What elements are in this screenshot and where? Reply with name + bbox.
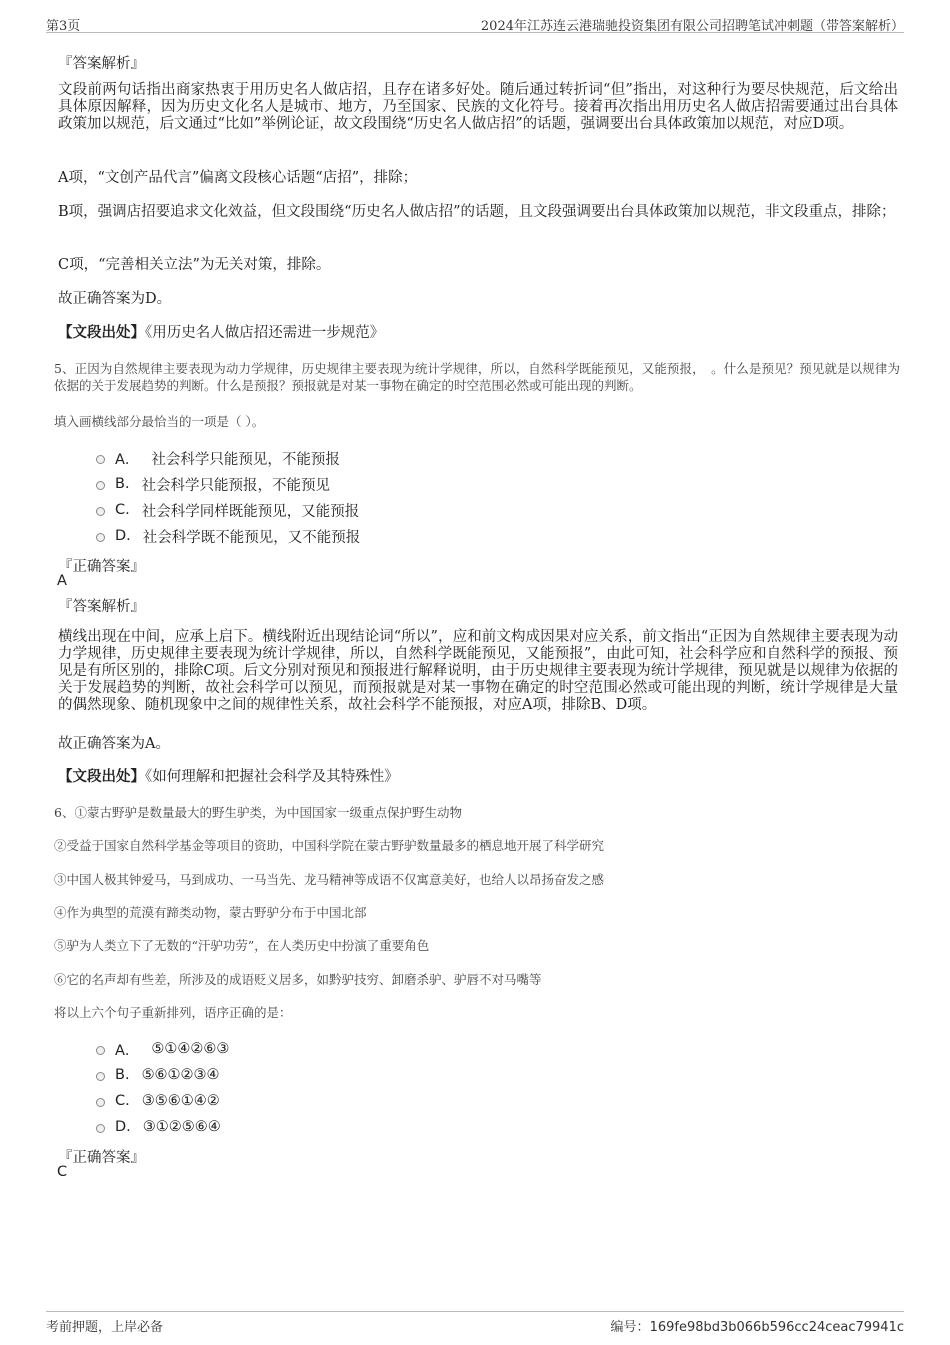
q5-option-d[interactable] <box>96 526 360 546</box>
q4-source <box>58 324 898 342</box>
q6-option-a[interactable] <box>96 1039 229 1059</box>
option-letter: B. <box>115 1067 130 1083</box>
q5-conclusion: 故正确答案为A。 <box>58 736 170 752</box>
q5-answer-label: 『正确答案』 <box>58 559 145 575</box>
document-title: 2024年江苏连云港瑞驰投资集团有限公司招聘笔试冲刺题（带答案解析） <box>480 19 904 34</box>
radio-button-icon[interactable] <box>96 455 105 464</box>
footer-slogan: 考前押题，上岸必备 <box>46 1320 164 1335</box>
option-text: 社会科学既不能预见，又不能预报 <box>142 529 361 546</box>
radio-button-icon[interactable] <box>96 1098 105 1107</box>
q6-sentence-5: ⑤驴为人类立下了无数的“汗驴功劳”，在人类历史中扮演了重要角色 <box>54 938 430 953</box>
page-header <box>46 12 904 33</box>
q4-source-title: 《用历史名人做店招还需进一步规范》 <box>145 325 385 341</box>
q4-analysis-text: 文段前两句话指出商家热衷于用历史名人做店招，且存在诸多好处。随后通过转折词“但”指出，对这种行为要尽快规范，后文给出具体原因解释，因为历史文化名人是城市、地方，乃至国家、民族的文化符号。接着再次指出用历史名人做店招需要通过出台具体政策加以规范，后文通过“比如”举例论证，故文段围绕“历史名人做店招”的话题，强调要出台具体政策加以规范，对应D项。 <box>58 82 898 132</box>
q6-answer: C <box>57 1164 68 1180</box>
q4-conclusion: 故正确答案为D。 <box>58 291 172 307</box>
option-letter: B. <box>115 476 130 492</box>
q5-source <box>58 768 898 786</box>
option-letter: D. <box>115 528 131 544</box>
q5-option-c[interactable] <box>96 500 359 520</box>
option-letter: D. <box>115 1119 131 1135</box>
option-text: ③⑤⑥①④② <box>141 1093 220 1109</box>
q6-sentence-1: 6、①蒙古野驴是数量最大的野生驴类，为中国国家一级重点保护野生动物 <box>54 805 462 820</box>
q6-sentence-6: ⑥它的名声却有些差，所涉及的成语贬义居多，如黔驴技穷、卸磨杀驴、驴唇不对马嘴等 <box>54 972 542 987</box>
option-letter: C. <box>115 502 130 518</box>
radio-button-icon[interactable] <box>96 533 105 542</box>
q5-option-b[interactable] <box>96 474 330 494</box>
q4-option-b-note: B项，强调店招要追求文化效益，但文段围绕“历史名人做店招”的话题，且文段强调要出台具体政策加以规范，非文段重点，排除； <box>58 204 896 220</box>
q5-analysis-label: 『答案解析』 <box>58 599 145 615</box>
option-text: 社会科学只能预见，不能预报 <box>151 451 340 468</box>
q4-analysis-label: 『答案解析』 <box>58 56 145 72</box>
q6-answer-label: 『正确答案』 <box>58 1150 145 1166</box>
radio-button-icon[interactable] <box>96 1072 105 1081</box>
option-letter: A． <box>115 451 140 468</box>
option-letter: A． <box>115 1042 140 1059</box>
q4-source-label: 【文段出处】 <box>58 324 145 341</box>
radio-button-icon[interactable] <box>96 507 105 516</box>
q6-sentence-3: ③中国人极其钟爱马，马到成功、一马当先、龙马精神等成语不仅寓意美好，也给人以昂扬奋发之感 <box>54 872 605 887</box>
q4-option-a-note: A项，“文创产品代言”偏离文段核心话题“店招”，排除； <box>58 170 418 186</box>
code-value: 169fe98bd3b066b596cc24ceac79941c <box>649 1320 904 1335</box>
q6-prompt: 将以上六个句子重新排列，语序正确的是： <box>54 1005 292 1020</box>
option-letter: C. <box>115 1093 130 1109</box>
radio-button-icon[interactable] <box>96 1046 105 1055</box>
page-footer <box>46 1311 904 1335</box>
option-text: 社会科学只能预报，不能预见 <box>141 477 331 494</box>
option-text: ⑤⑥①②③④ <box>141 1067 220 1083</box>
q5-stem: 5、正因为自然规律主要表现为动力学规律，历史规律主要表现为统计学规律，所以，自然科学既能预见，又能预报， 。什么是预见？预见就是以规律为依据的关于发展趋势的判断。什么是预报？预报就是对某一事物在确定的时空范围必然或可能出现的判断。 <box>54 361 900 393</box>
page-number: 第3页 <box>46 19 81 34</box>
q5-source-label: 【文段出处】 <box>58 768 145 785</box>
q5-analysis-text: 横线出现在中间，应承上启下。横线附近出现结论词“所以”，应和前文构成因果对应关系，前文指出“正因为自然规律主要表现为动力学规律，历史规律主要表现为统计学规律，所以，自然科学既能预见，又能预报”，由此可知，社会科学应和自然科学的预报、预见是有所区别的，排除C项。后文分别对预见和预报进行解释说明，由于历史规律主要表现为统计学规律，预见就是以规律为依据的关于发展趋势的判断，故社会科学可以预见，而预报就是对某一事物在确定的时空范围必然或可能出现的判断，统计学规律是大量的偶然现象、随机现象中之间的规律性关系，故社会科学不能预报，对应A项，排除B、D项。 <box>58 629 898 713</box>
document-code <box>611 1316 904 1335</box>
q5-source-title: 《如何理解和把握社会科学及其特殊性》 <box>145 769 399 785</box>
q5-answer: A <box>57 573 67 589</box>
radio-button-icon[interactable] <box>96 481 105 490</box>
option-text: 社会科学同样既能预见，又能预报 <box>141 503 360 520</box>
q6-sentence-2: ②受益于国家自然科学基金等项目的资助，中国科学院在蒙古野驴数量最多的栖息地开展了科学研究 <box>54 838 605 853</box>
q5-option-a[interactable] <box>96 448 340 468</box>
q6-sentence-4: ④作为典型的荒漠有蹄类动物，蒙古野驴分布于中国北部 <box>54 905 367 920</box>
q6-option-c[interactable] <box>96 1091 220 1111</box>
q6-option-b[interactable] <box>96 1065 220 1085</box>
q5-prompt: 填入画横线部分最恰当的一项是（ ）。 <box>54 414 265 429</box>
option-text: ③①②⑤⑥④ <box>142 1119 221 1135</box>
q6-option-d[interactable] <box>96 1117 221 1137</box>
radio-button-icon[interactable] <box>96 1124 105 1133</box>
code-label: 编号： <box>610 1320 650 1335</box>
option-text: ⑤①④②⑥③ <box>151 1041 230 1057</box>
q4-option-c-note: C项，“完善相关立法”为无关对策，排除。 <box>58 257 331 273</box>
